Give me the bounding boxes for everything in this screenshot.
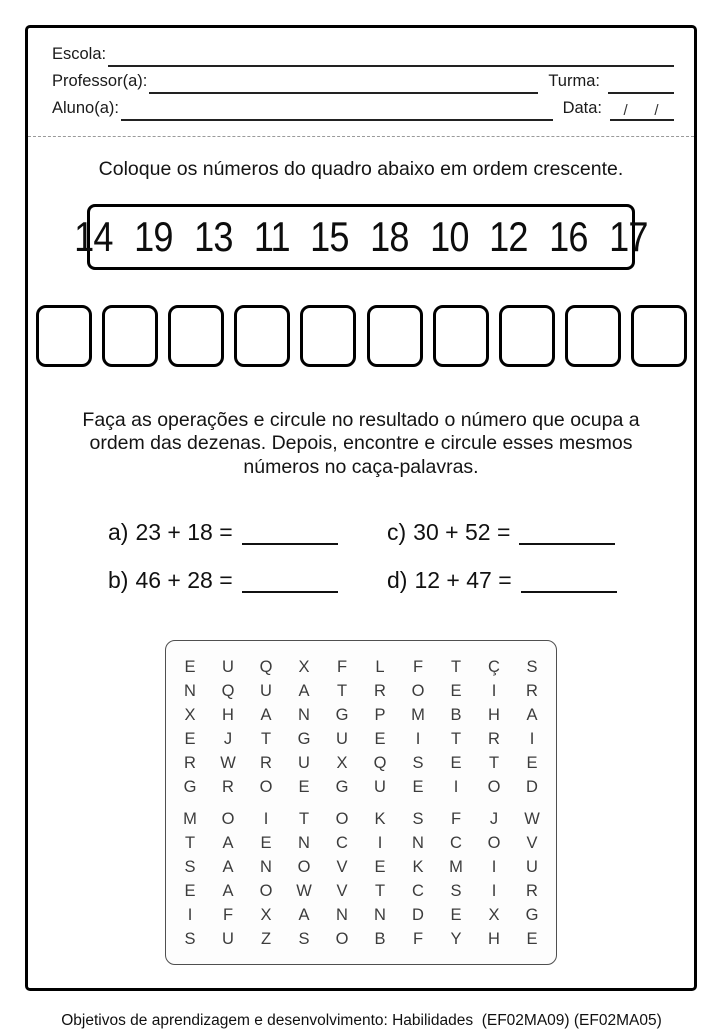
class-label: Turma: (548, 72, 600, 90)
word-search-letter: U (336, 730, 348, 748)
word-search-letter: F (336, 658, 348, 676)
problem-label: c) (387, 519, 407, 545)
word-search-letter: N (412, 834, 424, 852)
word-search-letter: E (412, 778, 424, 796)
word-search-letter: V (336, 858, 348, 876)
answer-box[interactable] (36, 305, 92, 367)
word-search-letter: L (375, 658, 385, 676)
problem-expression: 23 + 18 = (135, 519, 233, 545)
problem-label: a) (108, 519, 129, 545)
word-search-letter: C (336, 834, 348, 852)
word-search-letter: O (411, 682, 425, 700)
word-search-letter: R (260, 754, 272, 772)
word-search-letter: R (184, 754, 196, 772)
word-search-letter: E (526, 930, 538, 948)
word-search-row (166, 855, 556, 879)
word-search-letter: E (184, 730, 196, 748)
word-search-letter: X (184, 706, 196, 724)
answer-boxes-row (36, 305, 687, 367)
word-search-letter: Q (221, 682, 235, 700)
math-problem-b (108, 567, 357, 594)
word-search-letter: I (491, 882, 497, 900)
word-search-letter: C (412, 882, 424, 900)
number-cell: 18 (370, 212, 409, 260)
number-cell: 12 (489, 212, 528, 260)
word-search-letter: G (335, 778, 349, 796)
word-search-letter: T (298, 810, 310, 828)
word-search-letter: O (221, 810, 235, 828)
number-cell: 13 (194, 212, 233, 260)
word-search-letter: K (374, 810, 386, 828)
task2-instruction-line-2: ordem das dezenas. Depois, encontre e circule esses mesmos (89, 432, 633, 454)
word-search-letter: V (336, 882, 348, 900)
word-search-letter: G (335, 706, 349, 724)
teacher-label: Professor(a): (52, 72, 148, 90)
word-search-letter: C (450, 834, 462, 852)
word-search-letter: S (184, 930, 196, 948)
word-search-letter: S (450, 882, 462, 900)
word-search-letter: U (222, 658, 234, 676)
word-search-letter: K (412, 858, 424, 876)
word-search-letter: T (374, 882, 386, 900)
word-search-letter: H (222, 706, 234, 724)
word-search-letter: A (260, 706, 272, 724)
word-search-row (166, 927, 556, 951)
word-search-letter: E (260, 834, 272, 852)
word-search-letter: N (374, 906, 386, 924)
word-search-letter: X (298, 658, 310, 676)
teacher-fill-line[interactable] (149, 92, 538, 94)
word-search-letter: U (222, 930, 234, 948)
word-search-row (166, 655, 556, 679)
word-search-letter: T (260, 730, 272, 748)
math-problem-d (387, 567, 636, 594)
word-search-letter: H (488, 930, 500, 948)
word-search-letter: U (374, 778, 386, 796)
task2-instruction-line-3: números no caça-palavras. (243, 455, 479, 478)
word-search-letter: U (526, 858, 538, 876)
word-search-letter: O (335, 810, 349, 828)
answer-line[interactable] (242, 591, 338, 593)
school-fill-line[interactable] (108, 65, 674, 67)
word-search-letter: F (222, 906, 234, 924)
math-problem-a (108, 519, 357, 546)
word-search-letter: A (222, 882, 234, 900)
word-search-letter: Z (260, 930, 272, 948)
word-search-letter: U (260, 682, 272, 700)
word-search-letter: S (526, 658, 538, 676)
word-search-row (166, 679, 556, 703)
school-label: Escola: (52, 45, 107, 63)
word-search-letter: F (412, 658, 424, 676)
answer-box[interactable] (367, 305, 423, 367)
word-search-letter: Y (450, 930, 462, 948)
word-search-row (166, 903, 556, 927)
word-search-letter: Q (259, 658, 273, 676)
word-search-letter: R (374, 682, 386, 700)
date-label: Data: (562, 99, 602, 117)
student-label: Aluno(a): (52, 99, 119, 117)
word-search-letter: R (526, 682, 538, 700)
word-search-letter: W (220, 754, 236, 772)
word-search-row (166, 751, 556, 775)
dashed-separator (28, 136, 694, 137)
word-search-row (166, 775, 556, 799)
word-search-letter: N (184, 682, 196, 700)
word-search-letter: E (450, 682, 462, 700)
worksheet-frame (25, 25, 697, 991)
word-search-letter: N (260, 858, 272, 876)
word-search-letter: A (222, 858, 234, 876)
number-cell: 15 (310, 212, 349, 260)
number-cell: 19 (134, 212, 173, 260)
word-search-letter: W (296, 882, 312, 900)
word-search-letter: A (526, 706, 538, 724)
word-search-frame (165, 640, 557, 965)
word-search-letter: B (450, 706, 462, 724)
word-search-letter: T (450, 658, 462, 676)
problems-grid (108, 519, 636, 594)
number-cell: 16 (549, 212, 588, 260)
word-search-letter: R (526, 882, 538, 900)
answer-box[interactable] (102, 305, 158, 367)
word-search-letter: N (298, 706, 310, 724)
task1-instruction: Coloque os números do quadro abaixo em ordem crescente. (98, 158, 624, 180)
word-search-letter: O (297, 858, 311, 876)
word-search-letter: G (183, 778, 197, 796)
date-fill-line[interactable]: / / (610, 102, 674, 121)
task2-instruction (28, 409, 694, 480)
number-cell: 17 (608, 212, 648, 260)
word-search-letter: I (263, 810, 269, 828)
math-problem-c (387, 519, 636, 546)
word-search-letter: H (488, 706, 500, 724)
word-search-letter: F (450, 810, 462, 828)
word-search-row (166, 831, 556, 855)
answer-box[interactable] (300, 305, 356, 367)
word-search-letter: X (260, 906, 272, 924)
word-search-letter: J (489, 810, 499, 828)
word-search-letter: I (377, 834, 383, 852)
problem-label: d) (387, 567, 408, 593)
word-search-letter: F (412, 930, 424, 948)
word-search-row (166, 727, 556, 751)
word-search-letter: A (298, 682, 310, 700)
problem-label: b) (108, 567, 129, 593)
number-cell: 14 (74, 212, 114, 260)
word-search-letter: T (450, 730, 462, 748)
problem-expression: 46 + 28 = (135, 567, 233, 593)
word-search-letter: X (488, 906, 500, 924)
word-search-letter: R (222, 778, 234, 796)
word-search-letter: O (259, 882, 273, 900)
school-field-row (52, 45, 674, 72)
header-fields (28, 28, 694, 126)
number-cell: 11 (253, 212, 290, 260)
word-search-letter: T (488, 754, 500, 772)
word-search-letter: D (412, 906, 424, 924)
word-search-letter: M (449, 858, 463, 876)
word-search-letter: E (184, 882, 196, 900)
word-search-letter: M (183, 810, 197, 828)
student-field-row (52, 99, 674, 126)
word-search-row (166, 879, 556, 903)
word-search-row (166, 807, 556, 831)
problem-expression: 30 + 52 = (413, 519, 511, 545)
word-search-letter: I (529, 730, 535, 748)
word-search-letter: O (487, 778, 501, 796)
word-search-letter: G (297, 730, 311, 748)
teacher-field-row (52, 72, 674, 99)
word-search-letter: T (184, 834, 196, 852)
word-search-letter: I (491, 858, 497, 876)
numbers-frame (74, 204, 648, 270)
word-search-letter: A (298, 906, 310, 924)
answer-box[interactable] (168, 305, 224, 367)
footer-text: Objetivos de aprendizagem e desenvolvimento: Habilidades (EF02MA09) (EF02MA05) (61, 1011, 662, 1029)
answer-box[interactable] (565, 305, 621, 367)
answer-box[interactable] (499, 305, 555, 367)
answer-box[interactable] (433, 305, 489, 367)
word-search-letter: W (524, 810, 540, 828)
word-search-row (166, 703, 556, 727)
word-search-letter: S (184, 858, 196, 876)
word-search-letter: I (415, 730, 421, 748)
word-search-letter: E (450, 754, 462, 772)
word-search-letter: O (487, 834, 501, 852)
class-fill-line[interactable] (608, 92, 674, 94)
word-search-letter: V (526, 834, 538, 852)
word-search-letter: I (453, 778, 459, 796)
answer-line[interactable] (519, 543, 615, 545)
problem-expression: 12 + 47 = (414, 567, 512, 593)
word-search-letter: G (525, 906, 539, 924)
answer-line[interactable] (242, 543, 338, 545)
task2-instruction-line-1: Faça as operações e circule no resultado o número que ocupa a (82, 408, 640, 431)
student-fill-line[interactable] (121, 119, 553, 121)
word-search-letter: S (298, 930, 310, 948)
word-search-letter: N (336, 906, 348, 924)
word-search-letter: S (412, 810, 424, 828)
number-cell: 10 (429, 212, 469, 260)
word-search-letter: S (412, 754, 424, 772)
word-search-letter: E (374, 730, 386, 748)
word-search-letter: E (526, 754, 538, 772)
word-search-letter: D (526, 778, 538, 796)
word-search-letter: E (450, 906, 462, 924)
word-search-letter: Q (373, 754, 387, 772)
answer-box[interactable] (234, 305, 290, 367)
answer-box[interactable] (631, 305, 687, 367)
word-search-letter: U (298, 754, 310, 772)
word-search-letter: P (374, 706, 386, 724)
word-search-letter: X (336, 754, 348, 772)
word-search-letter: N (298, 834, 310, 852)
word-search-letter: I (491, 682, 497, 700)
word-search-letter: E (184, 658, 196, 676)
word-search-letter: T (336, 682, 348, 700)
word-search-letter: O (259, 778, 273, 796)
word-search-letter: E (374, 858, 386, 876)
word-search-letter: Ç (488, 658, 500, 676)
word-search-letter: M (411, 706, 425, 724)
word-search-letter: J (223, 730, 233, 748)
word-search-letter: I (187, 906, 193, 924)
word-search-letter: R (488, 730, 500, 748)
word-search-letter: A (222, 834, 234, 852)
word-search-letter: O (335, 930, 349, 948)
word-search-letter: B (374, 930, 386, 948)
answer-line[interactable] (521, 591, 617, 593)
word-search-letter: E (298, 778, 310, 796)
